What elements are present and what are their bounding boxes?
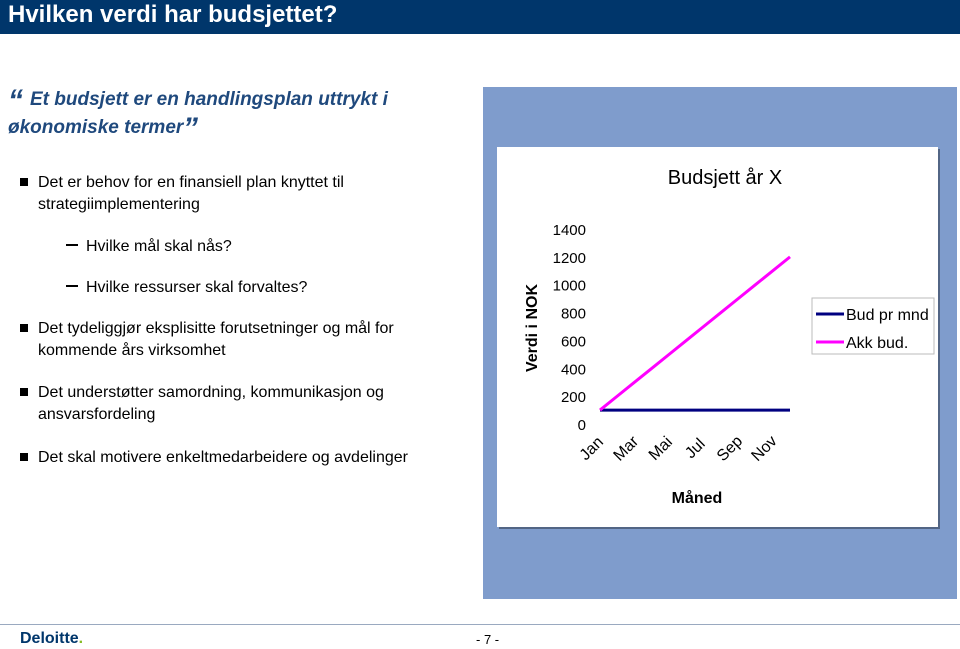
- x-tick-label: Jan: [576, 433, 607, 464]
- x-tick-label: Sep: [713, 432, 747, 465]
- series-line: [600, 257, 790, 410]
- logo-text: Deloitte: [20, 630, 79, 647]
- legend-label: Bud pr mnd: [846, 307, 929, 324]
- plot-layer: [553, 222, 790, 465]
- bullet-text: ansvarsfordeling: [38, 406, 156, 423]
- sub-bullet-text: Hvilke mål skal nås?: [86, 238, 232, 255]
- subtitle-line-1: Et budsjett er en handlingsplan uttrykt i: [30, 89, 388, 110]
- x-tick-label: Jul: [682, 435, 709, 463]
- footer-divider: [0, 624, 960, 625]
- y-tick-label: 1200: [552, 249, 586, 267]
- y-tick-label: 400: [560, 361, 586, 379]
- x-axis-label: Måned: [671, 490, 723, 507]
- bullet-text: Det skal motivere enkeltmedarbeidere og avdelinger: [38, 449, 408, 466]
- page-number: - 7 -: [476, 632, 500, 647]
- page-title: Hvilken verdi har budsjettet?: [8, 1, 338, 28]
- close-quote-icon: ”: [183, 112, 198, 145]
- chart-title: Budsjett år X: [667, 167, 783, 189]
- bullet-text: Det understøtter samordning, kommunikasjon og: [38, 384, 384, 401]
- logo-dot: .: [78, 630, 84, 647]
- bullet-text: Det tydeliggjør eksplisitte forutsetninger og mål for: [38, 320, 394, 337]
- x-tick-label: Mar: [610, 433, 643, 465]
- y-axis-label: Verdi i NOK: [524, 283, 541, 373]
- y-tick-label: 800: [560, 305, 586, 323]
- bullet-text: kommende års virksomhet: [38, 342, 226, 359]
- legend-label: Akk bud.: [846, 335, 909, 352]
- open-quote-icon: “: [8, 84, 23, 117]
- y-tick-label: 200: [560, 389, 586, 407]
- deloitte-logo: [20, 630, 83, 648]
- x-tick-label: Nov: [748, 432, 781, 465]
- subtitle-line-2: økonomiske termer: [8, 117, 184, 138]
- y-tick-label: 0: [577, 417, 586, 434]
- y-tick-label: 1400: [552, 222, 586, 239]
- bullet-text: strategiimplementering: [38, 196, 200, 213]
- x-tick-label: Mai: [645, 433, 677, 464]
- chart-legend: [812, 298, 934, 354]
- sub-bullet-text: Hvilke ressurser skal forvaltes?: [86, 279, 308, 296]
- y-tick-label: 600: [560, 333, 586, 351]
- bullet-text: Det er behov for en finansiell plan knyttet til: [38, 174, 344, 191]
- y-tick-label: 1000: [552, 277, 586, 295]
